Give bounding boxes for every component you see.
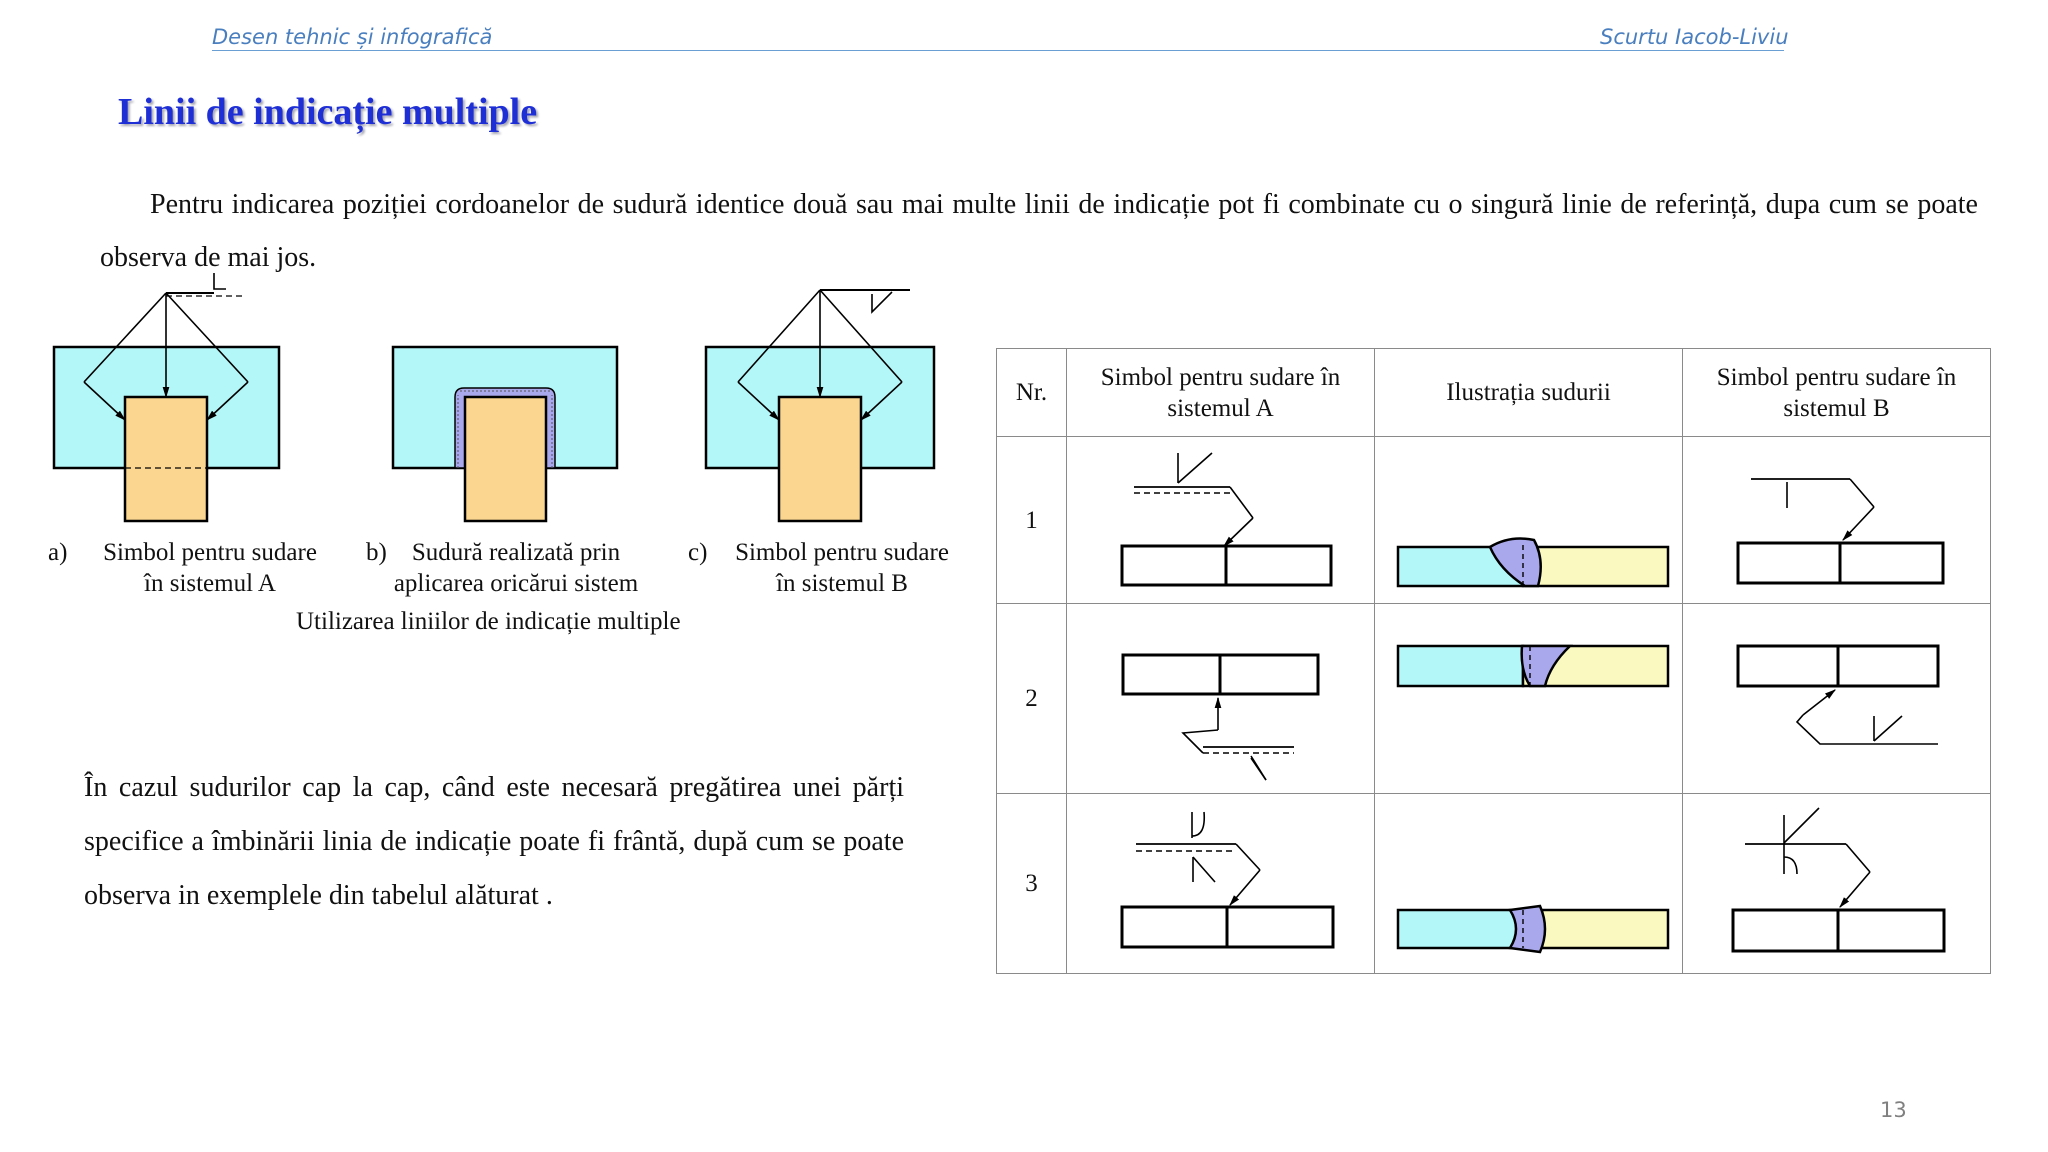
page-number: 13 [1880,1098,1907,1122]
table-header-row [997,349,1991,437]
symbol-a-cell [1067,437,1375,604]
caption-c [712,537,972,599]
illustration-cell [1375,604,1683,794]
row-number: 2 [997,604,1067,794]
header-illustration: Ilustrația sudurii [1375,349,1683,437]
caption-b-marker: b) [366,539,387,566]
symbol-a-cell [1067,604,1375,794]
butt-weld-paragraph: În cazul sudurilor cap la cap, când este necesară pregătirea unei părți specifice a îmbinării linia de indicație poate fi frântă, după cum se poate observa in exemplele din tabelul alăturat . [84,772,904,911]
illustration-cell [1375,794,1683,974]
caption-a-line2: în sistemul A [144,570,276,597]
figure-caption: Utilizarea liniilor de indicație multiple [296,608,681,635]
header-system-b: Simbol pentru sudare în sistemul B [1683,349,1991,437]
page-title: Linii de indicație multiple [118,91,538,133]
table-row [997,604,1991,794]
header-system-a: Simbol pentru sudare în sistemul A [1067,349,1375,437]
weld-symbol-table [996,348,1991,974]
table-row [997,437,1991,604]
figure-c-drawing [706,290,934,521]
symbol-b-cell [1683,794,1991,974]
figure-a-drawing [54,273,279,521]
illustration-cell [1375,437,1683,604]
header-right: Scurtu Iacob-Liviu [1600,25,1789,49]
symbol-a-cell [1067,794,1375,974]
caption-b-line2: aplicarea oricărui sistem [393,570,639,597]
caption-b-line1: Sudură realizată prin [411,539,621,566]
caption-b [376,537,656,599]
symbol-b-cell [1683,604,1991,794]
caption-c-line2: în sistemul B [776,570,908,597]
row-number: 3 [997,794,1067,974]
caption-c-marker: c) [688,539,708,566]
figure-b-drawing [393,347,617,521]
header-nr: Nr. [997,349,1067,437]
caption-c-line1: Simbol pentru sudare [735,539,949,566]
caption-a [80,537,340,599]
caption-a-line1: Simbol pentru sudare [103,539,317,566]
header-left: Desen tehnic și infografică [212,25,493,49]
intro-paragraph: Pentru indicarea poziției cordoanelor de sudură identice două sau mai multe linii de indicație pot fi combinate cu o singură linie de referință, dupa cum se poate observa de mai jos. [100,189,1978,273]
table-row [997,794,1991,974]
row-number: 1 [997,437,1067,604]
symbol-b-cell [1683,437,1991,604]
caption-a-marker: a) [48,539,68,566]
